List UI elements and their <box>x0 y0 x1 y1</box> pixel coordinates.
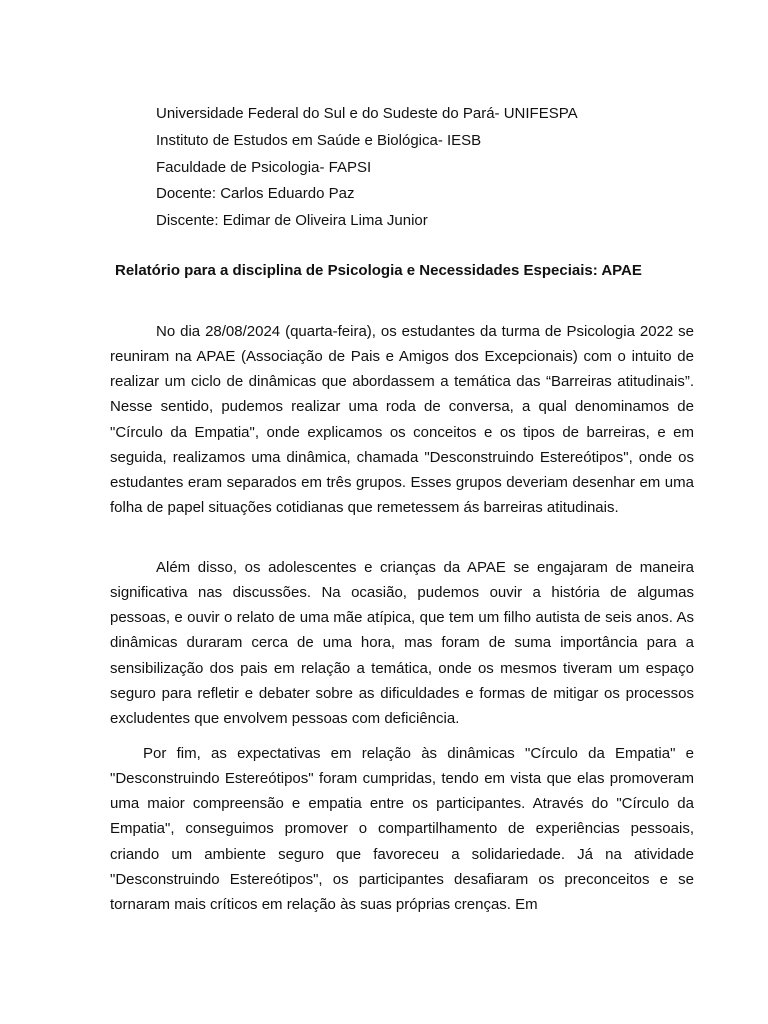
report-title: Relatório para a disciplina de Psicologia e Necessidades Especiais: APAE <box>115 262 642 279</box>
paragraph-1: No dia 28/08/2024 (quarta-feira), os estudantes da turma de Psicologia 2022 se reuniram na APAE (Associação de Pais e Amigos dos Excepcionais) com o intuito de realizar um ciclo de dinâmicas que abordassem a temática das “Barreiras atitudinais”. Nesse sentido, pudemos realizar uma roda de conversa, a qual denominamos de "Círculo da Empatia", onde explicamos os conceitos e os tipos de barreiras, e em seguida, realizamos uma dinâmica, chamada "Desconstruindo Estereótipos", onde os estudantes eram separados em três grupos. Esses grupos deveriam desenhar em uma folha de papel situações cotidianas que remetessem ás barreiras atitudinais. <box>110 323 694 517</box>
paragraph-3: Por fim, as expectativas em relação às dinâmicas "Círculo da Empatia" e "Desconstruindo Estereótipos" foram cumpridas, tendo em vista que elas promoveram uma maior compreensão e empatia entre os participantes. Através do "Círculo da Empatia", conseguimos promover o compartilhamento de experiências pessoais, criando um ambiente seguro que favoreceu a solidariedade. Já na atividade "Desconstruindo Estereótipos", os participantes desafiaram os preconceitos e se tornaram mais críticos em relação às suas próprias crenças. Em <box>110 745 694 913</box>
faculty-line: Faculdade de Psicologia- FAPSI <box>156 158 372 176</box>
document-header <box>156 101 578 235</box>
student-line: Discente: Edimar de Oliveira Lima Junior <box>156 212 428 230</box>
teacher-line: Docente: Carlos Eduardo Paz <box>156 185 355 203</box>
university-line: Universidade Federal do Sul e do Sudeste do Pará- UNIFESPA <box>156 105 578 122</box>
paragraph-2: Além disso, os adolescentes e crianças da APAE se engajaram de maneira significativa nas discussões. Na ocasião, pudemos ouvir a história de algumas pessoas, e ouvir o relato de uma mãe atípica, que tem um filho autista de seis anos. As dinâmicas duraram cerca de uma hora, mas foram de suma importância para a sensibilização dos pais em relação a temática, onde os mesmos tiveram um espaço seguro para refletir e debater sobre as dificuldades e formas de mitigar os processos excludentes que envolvem pessoas com deficiência. <box>110 559 694 727</box>
institute-line: Instituto de Estudos em Saúde e Biológica- IESB <box>156 131 482 149</box>
